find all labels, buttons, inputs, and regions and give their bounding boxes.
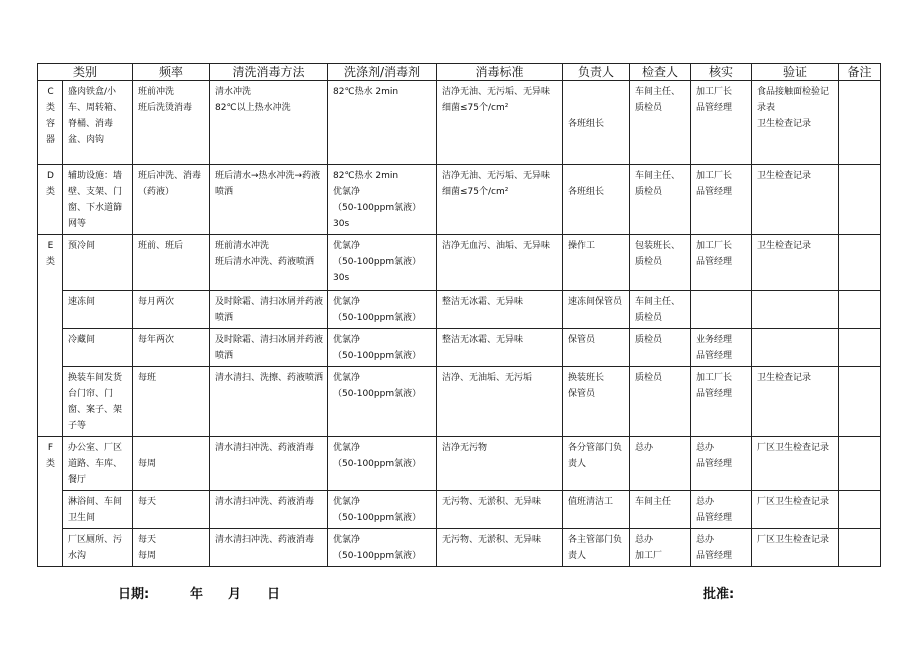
category-cell (38, 235, 63, 437)
table-row (38, 529, 881, 567)
table-row (38, 235, 881, 291)
responsible-cell: 各主管部门负责人 (563, 529, 630, 567)
inspector-cell: 车间主任、 质检员 (630, 165, 691, 235)
remark-cell (839, 235, 881, 291)
item-cell: 盛肉铁盒/小车、周转箱、脊桶、消毒盆、肉钩 (63, 81, 133, 165)
inspector-cell: 车间主任、 质检员 (630, 291, 691, 329)
method-cell: 清水清扫、洗擦、药液喷洒 (210, 367, 328, 437)
remark-cell (839, 491, 881, 529)
remark-cell (839, 367, 881, 437)
standard-cell: 无污物、无淤积、无异味 (437, 529, 563, 567)
validation-cell (752, 329, 839, 367)
item-cell: 预冷间 (63, 235, 133, 291)
frequency-cell: 每班 (133, 367, 210, 437)
standard-cell: 洁净、无油垢、无污垢 (437, 367, 563, 437)
standard-cell: 洁净无油、无污垢、无异味 细菌≤75个/cm² (437, 81, 563, 165)
table-row (38, 329, 881, 367)
standard-cell: 洁净无污物 (437, 437, 563, 491)
item-cell: 辅助设施：墙壁、支架、门窗、下水道篩网等 (63, 165, 133, 235)
category-label: D类 (46, 171, 56, 197)
verify-cell: 加工厂长 品管经理 (691, 235, 752, 291)
header-standard: 消毒标准 (437, 64, 563, 81)
agent-cell: 优氯净 （50-100ppm氯液） (328, 437, 437, 491)
frequency-cell: 每天 (133, 491, 210, 529)
standard-cell: 洁净无血污、油垢、无异味 (437, 235, 563, 291)
responsible-cell: 各班组长 (563, 81, 630, 165)
method-cell: 班后清水→热水冲洗→药液喷洒 (210, 165, 328, 235)
agent-cell: 优氯净 （50-100ppm氯液）30s (328, 235, 437, 291)
validation-cell: 厂区卫生检查记录 (752, 491, 839, 529)
standard-cell: 洁净无油、无污垢、无异味 细菌≤75个/cm² (437, 165, 563, 235)
item-cell: 速冻间 (63, 291, 133, 329)
category-cell (38, 81, 63, 165)
item-cell: 厂区厕所、污水沟 (63, 529, 133, 567)
responsible-cell: 各分管部门负责人 (563, 437, 630, 491)
remark-cell (839, 437, 881, 491)
method-cell: 清水清扫冲洗、药液消毒 (210, 529, 328, 567)
remark-cell (839, 81, 881, 165)
item-cell: 办公室、厂区道路、车库、餐厅 (63, 437, 133, 491)
standard-cell: 整洁无冰霜、无异味 (437, 329, 563, 367)
verify-cell: 加工厂长 品管经理 (691, 367, 752, 437)
header-remark: 备注 (839, 64, 881, 81)
verify-cell: 总办 品管经理 (691, 491, 752, 529)
agent-cell: 优氯净 （50-100ppm氯液） (328, 367, 437, 437)
sanitation-schedule-table (37, 63, 881, 567)
method-cell: 清水冲洗 82℃以上热水冲洗 (210, 81, 328, 165)
validation-cell: 厂区卫生检查记录 (752, 437, 839, 491)
header-inspector: 检查人 (630, 64, 691, 81)
validation-cell: 食品接触面检验记录表 卫生检查记录 (752, 81, 839, 165)
verify-cell: 业务经理 品管经理 (691, 329, 752, 367)
inspector-cell: 质检员 (630, 367, 691, 437)
item-cell: 换装车间发货台门帘、门窗、案子、架子等 (63, 367, 133, 437)
header-frequency: 频率 (133, 64, 210, 81)
agent-cell: 优氯净 （50-100ppm氯液） (328, 291, 437, 329)
remark-cell (839, 529, 881, 567)
frequency-cell: 班后冲洗、消毒（药液） (133, 165, 210, 235)
verify-cell: 总办 品管经理 (691, 437, 752, 491)
agent-cell: 82℃热水 2min (328, 81, 437, 165)
inspector-cell: 包装班长、 质检员 (630, 235, 691, 291)
frequency-cell: 每天 每周 (133, 529, 210, 567)
category-cell (38, 165, 63, 235)
method-cell: 班前清水冲洗 班后清水冲洗、药液喷洒 (210, 235, 328, 291)
method-cell: 清水清扫冲洗、药液消毒 (210, 437, 328, 491)
validation-cell: 卫生检查记录 (752, 165, 839, 235)
category-label: C类容器 (46, 87, 56, 145)
method-cell: 清水清扫冲洗、药液消毒 (210, 491, 328, 529)
footer-year: 年 (190, 587, 204, 602)
inspector-cell: 车间主任 (630, 491, 691, 529)
category-label: E类 (46, 241, 56, 267)
category-cell (38, 437, 63, 567)
header-responsible: 负责人 (563, 64, 630, 81)
inspector-cell: 车间主任、 质检员 (630, 81, 691, 165)
category-label: F类 (46, 443, 56, 469)
agent-cell: 优氯净 （50-100ppm氯液） (328, 491, 437, 529)
responsible-cell: 速冻间保管员 (563, 291, 630, 329)
remark-cell (839, 165, 881, 235)
verify-cell: 加工厂长 品管经理 (691, 165, 752, 235)
table-row (38, 165, 881, 235)
inspector-cell: 总办 加工厂 (630, 529, 691, 567)
verify-cell: 加工厂长 品管经理 (691, 81, 752, 165)
header-category: 类别 (38, 64, 133, 81)
footer-month: 月 (228, 587, 242, 602)
agent-cell: 优氯净 （50-100ppm氯液） (328, 329, 437, 367)
verify-cell: 总办 品管经理 (691, 529, 752, 567)
header-agent: 洗涤剂/消毒剂 (328, 64, 437, 81)
header-verify: 核实 (691, 64, 752, 81)
footer-date-label: 日期: (118, 587, 150, 602)
responsible-cell: 保管员 (563, 329, 630, 367)
header-validation: 验证 (752, 64, 839, 81)
validation-cell (752, 291, 839, 329)
table-row (38, 437, 881, 491)
inspector-cell: 总办 (630, 437, 691, 491)
method-cell: 及时除霜、清扫冰屑并药液喷洒 (210, 291, 328, 329)
method-cell: 及时除霜、清扫冰屑并药液喷洒 (210, 329, 328, 367)
frequency-cell: 每月两次 (133, 291, 210, 329)
responsible-cell: 各班组长 (563, 165, 630, 235)
validation-cell: 卫生检查记录 (752, 235, 839, 291)
validation-cell: 卫生检查记录 (752, 367, 839, 437)
footer-day: 日 (267, 587, 281, 602)
header-method: 清洗消毒方法 (210, 64, 328, 81)
remark-cell (839, 329, 881, 367)
verify-cell (691, 291, 752, 329)
frequency-cell: 班前冲洗 班后洗烫消毒 (133, 81, 210, 165)
inspector-cell: 质检员 (630, 329, 691, 367)
responsible-cell: 操作工 (563, 235, 630, 291)
table-row (38, 291, 881, 329)
header-row (38, 64, 881, 81)
table-row (38, 81, 881, 165)
standard-cell: 无污物、无淤积、无异味 (437, 491, 563, 529)
validation-cell: 厂区卫生检查记录 (752, 529, 839, 567)
responsible-cell: 值班清洁工 (563, 491, 630, 529)
item-cell: 冷藏间 (63, 329, 133, 367)
table-row (38, 491, 881, 529)
frequency-cell: 每周 (133, 437, 210, 491)
agent-cell: 82℃热水 2min 优氯净 （50-100ppm氯液）30s (328, 165, 437, 235)
footer-approve-label: 批准: (703, 587, 735, 602)
standard-cell: 整洁无冰霜、无异味 (437, 291, 563, 329)
responsible-cell: 换装班长 保管员 (563, 367, 630, 437)
item-cell: 淋浴间、车间卫生间 (63, 491, 133, 529)
frequency-cell: 班前、班后 (133, 235, 210, 291)
table-row (38, 367, 881, 437)
remark-cell (839, 291, 881, 329)
frequency-cell: 每年两次 (133, 329, 210, 367)
agent-cell: 优氯净 （50-100ppm氯液） (328, 529, 437, 567)
